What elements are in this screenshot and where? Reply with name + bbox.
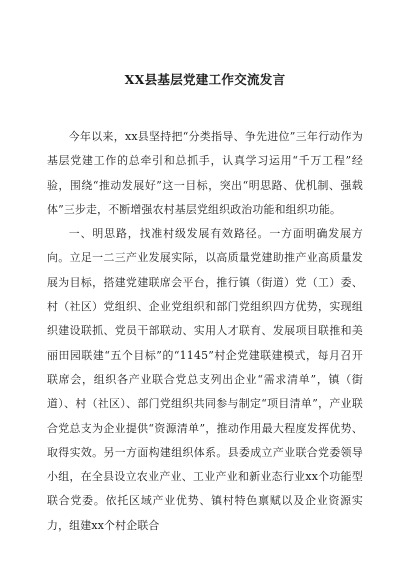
document-title: XX县基层党建工作交流发言	[124, 72, 286, 87]
paragraph-section-one: 一、明思路，找准村级发展有效路径。一方面明确发展方向。立足一二三产业发展实际，以高质量党建助推产业高质量发展为目标，搭建党建联席会平台，推行镇（街道）党（工）委、村（社区）党组织、企业党组织和部门党组织四方优势，实现组织建设联抓、党员干部联动、实用人才联育、发展项目联推和美丽田园联建“五个目标”的“1145”村企党建联建模式，每月召开联席会，组织各产业联合党总支列出企业“需求清单”，镇（街道）、村（社区）、部门党组织共同参与制定“项目清单”，产业联合党总支为企业提供“资源清单”，推动作用最大程度发挥优势、取得实效。另一方面构建组织体系。县委成立产业联合党委领导小组，在全县设立农业产业、工业产业和新业态行业xx个功能型联合党委。依托区域产业优势、镇村特色禀赋以及企业资源实力，组建xx个村企联合	[47, 227, 363, 532]
paragraph-intro: 今年以来，xx县坚持把“分类指导、争先进位”三年行动作为基层党建工作的总牵引和总抓手，认真学习运用“千万工程”经验，围绕“推动发展好”这一目标，突出“明思路、优机制、强载体”三步走，不断增强农村基层党组织政治功能和组织功能。	[47, 130, 363, 216]
